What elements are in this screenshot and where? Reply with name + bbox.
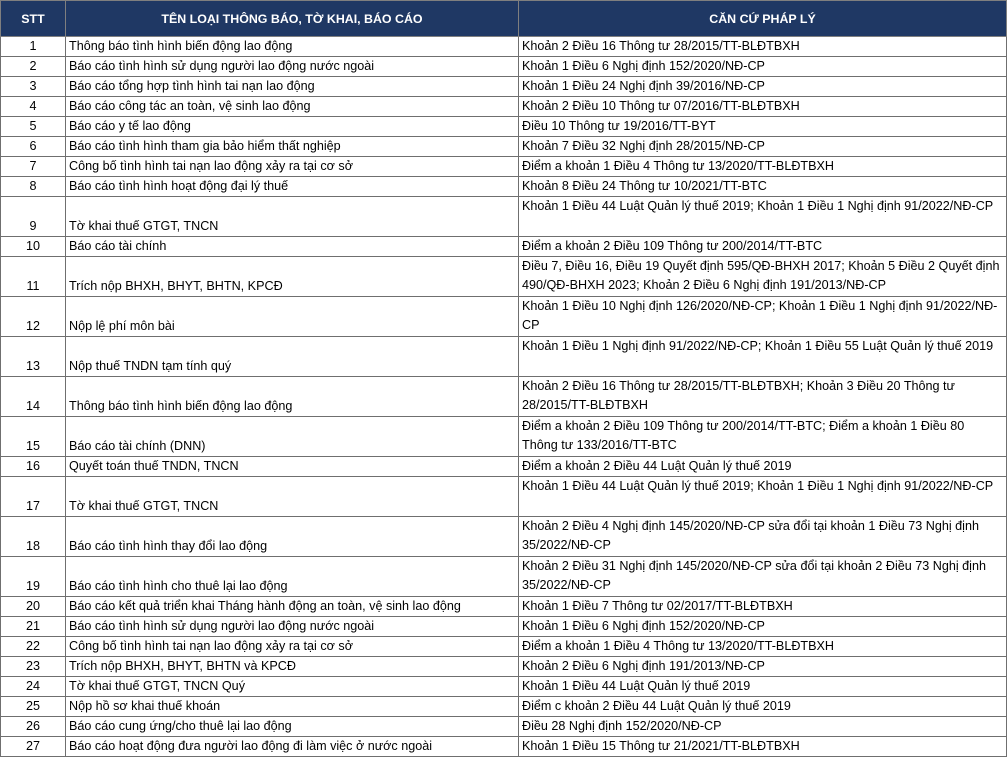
row-number: 26 [1, 717, 66, 737]
report-name: Nộp hồ sơ khai thuế khoán [66, 697, 519, 717]
report-name: Báo cáo công tác an toàn, vệ sinh lao động [66, 97, 519, 117]
legal-basis: Khoản 2 Điều 4 Nghị định 145/2020/NĐ-CP sửa đổi tại khoản 1 Điều 73 Nghị định 35/2022/NĐ-CP [519, 517, 1007, 557]
row-number: 4 [1, 97, 66, 117]
row-number: 5 [1, 117, 66, 137]
row-number: 22 [1, 637, 66, 657]
table-row [1, 257, 1007, 297]
legal-basis: Điều 28 Nghị định 152/2020/NĐ-CP [519, 717, 1007, 737]
header-row [1, 1, 1007, 37]
row-number: 8 [1, 177, 66, 197]
legal-basis: Điểm a khoản 1 Điều 4 Thông tư 13/2020/TT-BLĐTBXH [519, 157, 1007, 177]
table-row [1, 77, 1007, 97]
row-number: 23 [1, 657, 66, 677]
legal-basis: Điểm c khoản 2 Điều 44 Luật Quản lý thuế 2019 [519, 697, 1007, 717]
header-law: CĂN CỨ PHÁP LÝ [519, 1, 1007, 37]
row-number: 14 [1, 377, 66, 417]
report-name: Báo cáo cung ứng/cho thuê lại lao động [66, 717, 519, 737]
table-row [1, 737, 1007, 757]
report-name: Báo cáo tình hình hoạt động đại lý thuế [66, 177, 519, 197]
table-row [1, 37, 1007, 57]
table-row [1, 237, 1007, 257]
row-number: 19 [1, 557, 66, 597]
table-row [1, 57, 1007, 77]
table-row [1, 557, 1007, 597]
row-number: 13 [1, 337, 66, 377]
row-number: 20 [1, 597, 66, 617]
table-row [1, 157, 1007, 177]
report-name: Tờ khai thuế GTGT, TNCN [66, 197, 519, 237]
row-number: 17 [1, 477, 66, 517]
header-stt: STT [1, 1, 66, 37]
table-row [1, 637, 1007, 657]
row-number: 25 [1, 697, 66, 717]
table-row [1, 297, 1007, 337]
report-name: Nộp thuế TNDN tạm tính quý [66, 337, 519, 377]
report-name: Báo cáo y tế lao động [66, 117, 519, 137]
report-name: Báo cáo tình hình sử dụng người lao động nước ngoài [66, 617, 519, 637]
legal-basis: Khoản 2 Điều 6 Nghị định 191/2013/NĐ-CP [519, 657, 1007, 677]
report-name: Tờ khai thuế GTGT, TNCN Quý [66, 677, 519, 697]
table-row [1, 697, 1007, 717]
row-number: 10 [1, 237, 66, 257]
row-number: 16 [1, 457, 66, 477]
report-name: Trích nộp BHXH, BHYT, BHTN và KPCĐ [66, 657, 519, 677]
row-number: 15 [1, 417, 66, 457]
report-name: Quyết toán thuế TNDN, TNCN [66, 457, 519, 477]
row-number: 12 [1, 297, 66, 337]
report-name: Nộp lệ phí môn bài [66, 297, 519, 337]
row-number: 6 [1, 137, 66, 157]
row-number: 7 [1, 157, 66, 177]
report-name: Thông báo tình hình biến động lao động [66, 377, 519, 417]
report-name: Tờ khai thuế GTGT, TNCN [66, 477, 519, 517]
legal-basis: Khoản 1 Điều 1 Nghị định 91/2022/NĐ-CP; Khoản 1 Điều 55 Luật Quản lý thuế 2019 [519, 337, 1007, 377]
header-name: TÊN LOẠI THÔNG BÁO, TỜ KHAI, BÁO CÁO [66, 1, 519, 37]
table-row [1, 457, 1007, 477]
legal-basis: Điều 7, Điều 16, Điều 19 Quyết định 595/QĐ-BHXH 2017; Khoản 5 Điều 2 Quyết định 490/QĐ-BHXH 2023; Khoản 2 Điều 6 Nghị định 191/2013/NĐ-CP [519, 257, 1007, 297]
report-name: Báo cáo tài chính [66, 237, 519, 257]
table-row [1, 517, 1007, 557]
legal-basis: Điều 10 Thông tư 19/2016/TT-BYT [519, 117, 1007, 137]
row-number: 24 [1, 677, 66, 697]
row-number: 1 [1, 37, 66, 57]
legal-basis: Khoản 1 Điều 7 Thông tư 02/2017/TT-BLĐTBXH [519, 597, 1007, 617]
row-number: 2 [1, 57, 66, 77]
legal-basis: Khoản 1 Điều 44 Luật Quản lý thuế 2019; Khoản 1 Điều 1 Nghị định 91/2022/NĐ-CP [519, 197, 1007, 237]
report-name: Báo cáo kết quả triển khai Tháng hành động an toàn, vệ sinh lao động [66, 597, 519, 617]
table-row [1, 137, 1007, 157]
report-name: Báo cáo tình hình cho thuê lại lao động [66, 557, 519, 597]
legal-basis: Khoản 1 Điều 24 Nghị định 39/2016/NĐ-CP [519, 77, 1007, 97]
report-name: Công bố tình hình tai nạn lao động xảy ra tại cơ sở [66, 157, 519, 177]
legal-basis: Khoản 1 Điều 44 Luật Quản lý thuế 2019; Khoản 1 Điều 1 Nghị định 91/2022/NĐ-CP [519, 477, 1007, 517]
legal-basis: Khoản 2 Điều 16 Thông tư 28/2015/TT-BLĐTBXH; Khoản 3 Điều 20 Thông tư 28/2015/TT-BLĐTBXH [519, 377, 1007, 417]
legal-basis: Khoản 7 Điều 32 Nghị định 28/2015/NĐ-CP [519, 137, 1007, 157]
legal-basis: Khoản 2 Điều 16 Thông tư 28/2015/TT-BLĐTBXH [519, 37, 1007, 57]
report-name: Báo cáo tình hình tham gia bảo hiểm thất nghiệp [66, 137, 519, 157]
table-row [1, 597, 1007, 617]
table-row [1, 177, 1007, 197]
legal-basis: Khoản 1 Điều 15 Thông tư 21/2021/TT-BLĐTBXH [519, 737, 1007, 757]
table-row [1, 97, 1007, 117]
table-row [1, 197, 1007, 237]
row-number: 18 [1, 517, 66, 557]
report-name: Báo cáo tình hình sử dụng người lao động nước ngoài [66, 57, 519, 77]
row-number: 11 [1, 257, 66, 297]
report-name: Báo cáo tổng hợp tình hình tai nạn lao động [66, 77, 519, 97]
report-name: Thông báo tình hình biến động lao động [66, 37, 519, 57]
row-number: 21 [1, 617, 66, 637]
legal-basis: Khoản 8 Điều 24 Thông tư 10/2021/TT-BTC [519, 177, 1007, 197]
table-row [1, 117, 1007, 137]
row-number: 27 [1, 737, 66, 757]
table-row [1, 677, 1007, 697]
legal-basis: Khoản 1 Điều 44 Luật Quản lý thuế 2019 [519, 677, 1007, 697]
legal-basis: Điểm a khoản 2 Điều 109 Thông tư 200/2014/TT-BTC [519, 237, 1007, 257]
table-row [1, 337, 1007, 377]
legal-basis: Điểm a khoản 2 Điều 44 Luật Quản lý thuế 2019 [519, 457, 1007, 477]
legal-basis: Điểm a khoản 1 Điều 4 Thông tư 13/2020/TT-BLĐTBXH [519, 637, 1007, 657]
legal-basis: Điểm a khoản 2 Điều 109 Thông tư 200/2014/TT-BTC; Điểm a khoản 1 Điều 80 Thông tư 133/2016/TT-BTC [519, 417, 1007, 457]
report-name: Báo cáo hoạt động đưa người lao động đi làm việc ở nước ngoài [66, 737, 519, 757]
table-row [1, 477, 1007, 517]
legal-basis: Khoản 1 Điều 6 Nghị định 152/2020/NĐ-CP [519, 57, 1007, 77]
legal-basis: Khoản 2 Điều 31 Nghị định 145/2020/NĐ-CP sửa đổi tại khoản 2 Điều 73 Nghị định 35/2022/NĐ-CP [519, 557, 1007, 597]
row-number: 9 [1, 197, 66, 237]
table-row [1, 717, 1007, 737]
table-row [1, 417, 1007, 457]
report-name: Trích nộp BHXH, BHYT, BHTN, KPCĐ [66, 257, 519, 297]
table-row [1, 617, 1007, 637]
legal-basis: Khoản 1 Điều 10 Nghị định 126/2020/NĐ-CP; Khoản 1 Điều 1 Nghị định 91/2022/NĐ-CP [519, 297, 1007, 337]
table-row [1, 377, 1007, 417]
table-row [1, 657, 1007, 677]
report-name: Báo cáo tình hình thay đổi lao động [66, 517, 519, 557]
legal-basis: Khoản 1 Điều 6 Nghị định 152/2020/NĐ-CP [519, 617, 1007, 637]
row-number: 3 [1, 77, 66, 97]
legal-basis: Khoản 2 Điều 10 Thông tư 07/2016/TT-BLĐTBXH [519, 97, 1007, 117]
report-name: Công bố tình hình tai nạn lao động xảy ra tại cơ sở [66, 637, 519, 657]
report-name: Báo cáo tài chính (DNN) [66, 417, 519, 457]
